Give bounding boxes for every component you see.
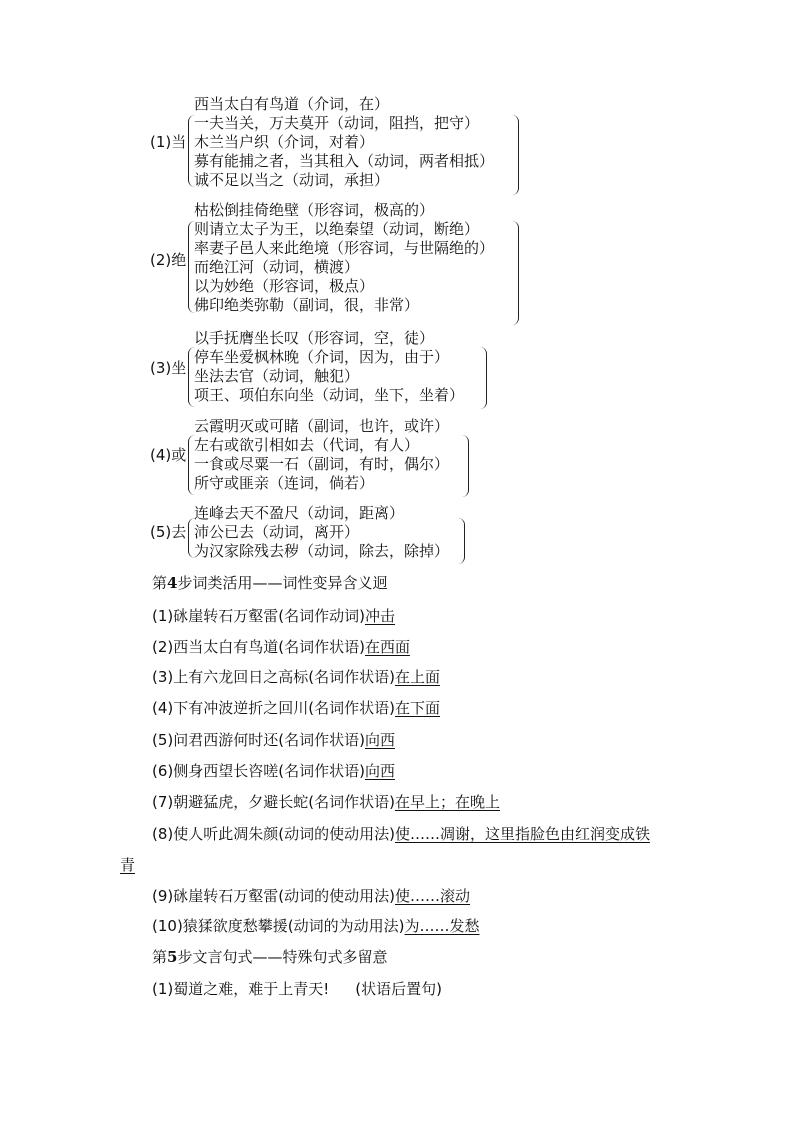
list-item-continuation [120, 855, 135, 875]
sense-line: 停车坐爱枫林晚（介词，因为，由于） [194, 348, 450, 366]
sense-line: 一夫当关，万夫莫开（动词，阻挡，把守） [194, 114, 480, 132]
answer: 在西面 [364, 638, 410, 656]
group-label: (3)坐 [150, 359, 187, 377]
sense-line: 沛公已去（动词，离开） [194, 523, 360, 541]
answer: 向西 [364, 762, 395, 780]
sentence-type: (状语后置句) [355, 980, 442, 998]
step-4-heading: 第4步词类活用——词性变异含义迥 [152, 574, 388, 592]
list-item: (7)朝避猛虎，夕避长蛇(名词作状语)在早上；在晚上 [152, 793, 500, 811]
group-lines [194, 95, 494, 190]
sense-line: 西当太白有鸟道（介词，在） [194, 95, 390, 113]
sense-line: 募有能捕之者，当其租入（动词，两者相抵） [194, 152, 495, 170]
list-item: (5)问君西游何时还(名词作状语)向西 [152, 731, 395, 749]
sense-line: 率妻子邑人来此绝境（形容词，与世隔绝的） [194, 239, 495, 257]
sense-line: 云霞明灭或可睹（副词，也许，或许） [194, 417, 450, 435]
list-item: (6)侧身西望长咨嗟(名词作状语)向西 [152, 762, 395, 780]
sense-line: 枯松倒挂倚绝壁（形容词，极高的） [194, 201, 435, 219]
answer: 向西 [364, 731, 395, 749]
list-item: (9)砯崖转石万壑雷(动词的使动用法)使……滚动 [152, 887, 470, 905]
sense-line: 左右或欲引相如去（代词，有人） [194, 436, 420, 454]
right-brace [458, 518, 465, 564]
step-5-heading: 第5步文言句式——特殊句式多留意 [152, 948, 388, 966]
group-label: (4)或 [150, 446, 187, 464]
step-number: 5 [167, 948, 178, 966]
right-brace [512, 115, 519, 195]
sense-line: 而绝江河（动词，横渡） [194, 258, 360, 276]
group-label: (1)当 [150, 133, 187, 151]
sense-line: 连峰去天不盈尺（动词，距离） [194, 504, 405, 522]
sense-line: 为汉家除残去秽（动词，除去，除掉） [194, 542, 450, 560]
sense-line: 一食或尽粟一石（副词，有时，偶尔） [194, 455, 450, 473]
group-lines [194, 329, 464, 405]
sense-line: 以为妙绝（形容词，极点） [194, 277, 375, 295]
answer: 使……凋谢，这里指脸色由红润变成铁 [394, 825, 650, 843]
answer: 在下面 [394, 699, 440, 717]
sense-line: 所守或匪亲（连词，倘若） [194, 474, 375, 492]
list-item: (1)蜀道之难，难于上青天! (状语后置句) [152, 980, 442, 998]
answer: 在上面 [394, 668, 440, 686]
list-item: (8)使人听此凋朱颜(动词的使动用法)使……凋谢，这里指脸色由红润变成铁 [152, 825, 650, 843]
sense-line: 木兰当户织（介词，对着） [194, 133, 375, 151]
sense-line: 佛印绝类弥勒（副词，很，非常） [194, 296, 420, 314]
list-item: (4)下有冲波逆折之回川(名词作状语)在下面 [152, 699, 440, 717]
list-item: (10)猿猱欲度愁攀援(动词的为动用法)为……发愁 [152, 917, 480, 935]
answer: 在早上；在晚上 [394, 793, 500, 811]
answer: 使……滚动 [394, 887, 470, 905]
group-label: (5)去 [150, 523, 187, 541]
right-brace [480, 347, 487, 409]
right-brace [512, 221, 519, 325]
group-lines [194, 201, 494, 315]
list-item: (3)上有六龙回日之高标(名词作状语)在上面 [152, 668, 440, 686]
answer: 冲击 [364, 607, 395, 625]
sense-line: 则请立太子为王，以绝秦望（动词，断绝） [194, 220, 480, 238]
answer: 青 [120, 856, 136, 874]
list-item: (1)砯崖转石万壑雷(名词作动词)冲击 [152, 607, 395, 625]
sense-line: 诚不足以当之（动词，承担） [194, 171, 390, 189]
group-lines [194, 504, 449, 561]
step-number: 4 [167, 574, 178, 592]
group-lines [194, 417, 449, 493]
sense-line: 项王、项伯东向坐（动词，坐下，坐着） [194, 386, 465, 404]
answer: 为……发愁 [404, 917, 480, 935]
group-label: (2)绝 [150, 251, 187, 269]
sense-line: 以手抚膺坐长叹（形容词，空，徒） [194, 329, 435, 347]
right-brace [462, 435, 469, 497]
list-item: (2)西当太白有鸟道(名词作状语)在西面 [152, 638, 410, 656]
sense-line: 坐法去官（动词，触犯） [194, 367, 360, 385]
